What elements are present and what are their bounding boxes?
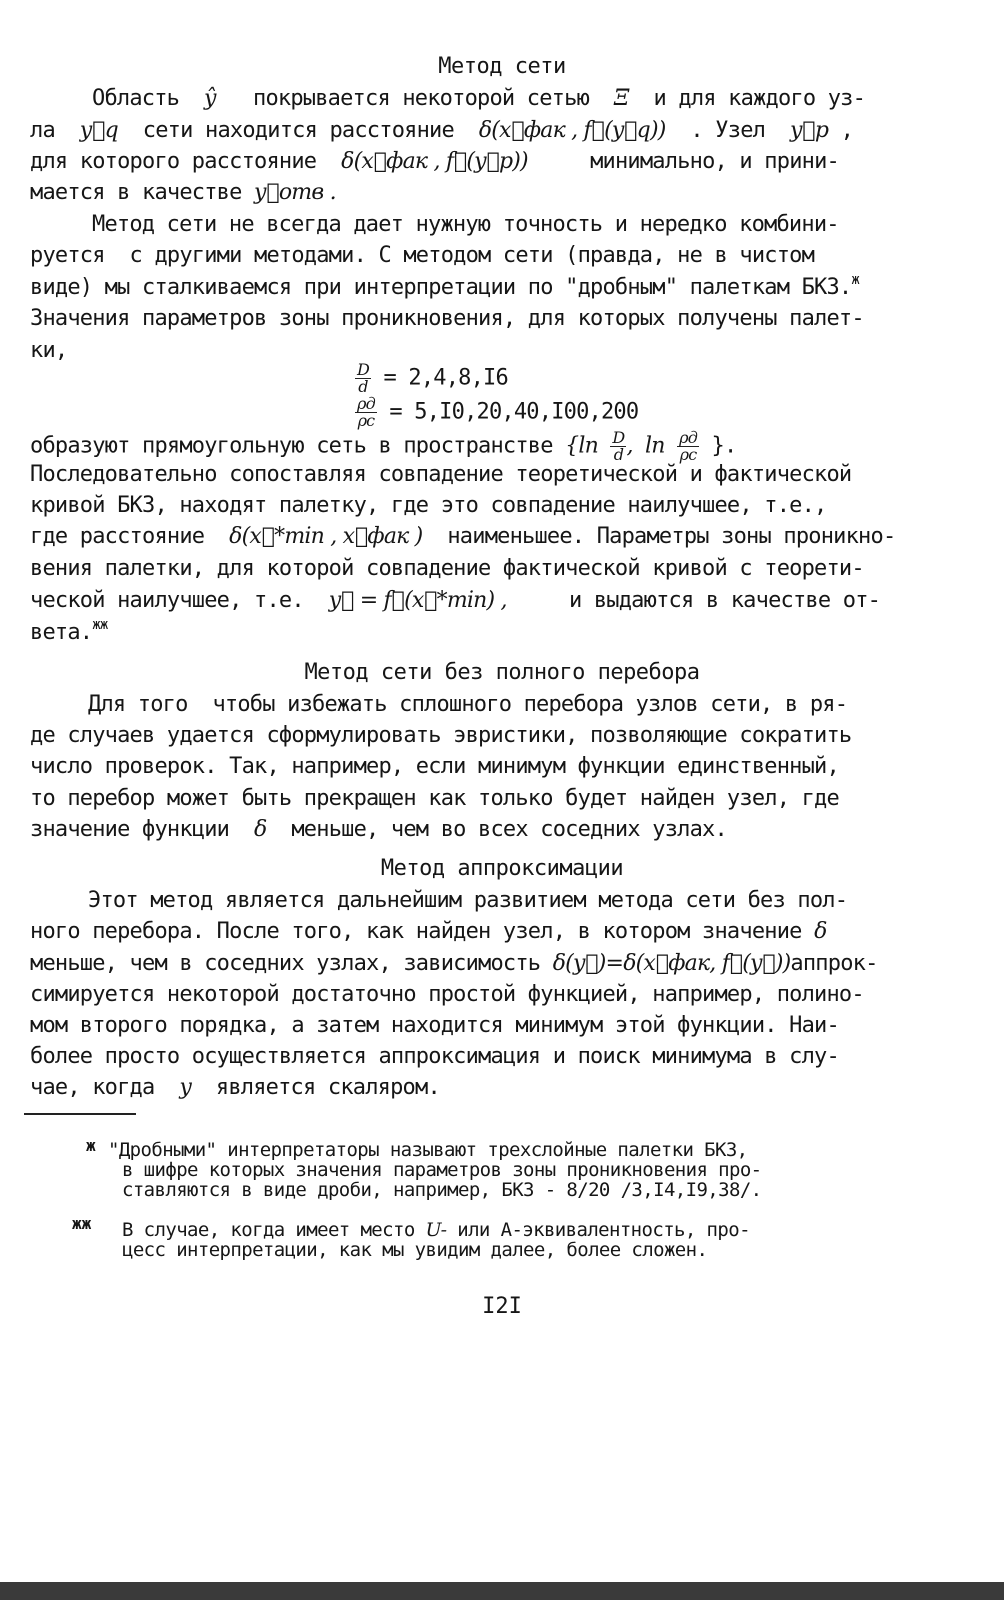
footnote-line: "Дробными" интерпретаторы называют трехслойные палетки БКЗ, (108, 1139, 748, 1161)
text-line: для которого расстояние δ(x⃗фак , f⃗(y⃗p)) минимально, и прини- (30, 149, 839, 174)
text-line: меньше, чем в соседних узлах, зависимость δ(y⃗)=δ(x⃗фак, f⃗(y⃗))аппрок- (30, 951, 878, 976)
formula-y-equals: y⃗ = f⃗(x⃗*min) , (328, 588, 507, 613)
text-line: более просто осуществляется аппроксимация и поиск минимума в слу- (30, 1044, 839, 1069)
formula-yp: y⃗p (789, 118, 829, 143)
text-line: вета.$^{жж}$ (30, 617, 108, 645)
formula-y-otv: y⃗отв . (254, 180, 336, 205)
text-line: виде) мы сталкиваемся при интерпретации по "дробным" палеткам БКЗ.$^ж$ (30, 272, 860, 300)
footnote-marker-1: ж (86, 1136, 96, 1155)
text-line: Область ŷ покрывается некоторой сетью Ξ и для каждого уз- (92, 86, 866, 111)
section-heading-approximation: Метод аппроксимации (380, 856, 624, 881)
text-line: Для того чтобы избежать сплошного перебора узлов сети, в ря- (88, 692, 848, 717)
formula-y: y (179, 1075, 191, 1100)
formula-dependence: δ(y⃗)=δ(x⃗фак, f⃗(y⃗)) (552, 951, 791, 976)
equation-rho-ratio: $\frac{\rho д}{\rho c}$ = 5,I0,20,40,I00,200 (357, 394, 639, 430)
scan-edge (0, 1582, 1004, 1600)
footnote-separator (24, 1113, 136, 1115)
text-line: симируется некоторой достаточно простой функцией, например, полино- (30, 982, 864, 1007)
formula-u: U- (425, 1219, 447, 1241)
footnote-line: В случае, когда имеет место U- или А-эквивалентность, про- (122, 1219, 750, 1241)
formula-delta: δ (814, 919, 827, 944)
text-line: ного перебора. После того, как найден узел, в котором значение δ (30, 919, 827, 944)
text-line: где расстояние δ(x⃗*min , x⃗фак ) наименьшее. Параметры зоны проникно- (30, 524, 896, 549)
text-line: мается в качестве y⃗отв . (30, 180, 336, 205)
text-line: де случаев удается сформулировать эвристики, позволяющие сократить (30, 723, 852, 748)
text-line: мом второго порядка, а затем находится минимум этой функции. Наи- (30, 1013, 839, 1038)
text-line: руется с другими методами. С методом сети (правда, не в чистом (30, 243, 815, 268)
equation-d-ratio: $\frac{D}{d}$ = 2,4,8,I6 (357, 360, 508, 396)
section-heading-grid-method: Метод сети (438, 54, 566, 79)
text-line: образуют прямоугольную сеть в пространстве {ln $\frac{D}{d}$ , ln $\frac{\rho д}{\rho c}$ }. (30, 428, 737, 464)
text-line: ки, (30, 338, 68, 363)
footnote-line: в шифре которых значения параметров зоны проникновения про- (122, 1159, 762, 1181)
footnote-marker-2: жж (72, 1214, 92, 1233)
page-number: I2I (482, 1294, 522, 1319)
text-line: кривой БКЗ, находят палетку, где это совпадение наилучшее, т.е., (30, 493, 827, 518)
formula-distance-q: δ(x⃗фак , f⃗(y⃗q)) (478, 118, 666, 143)
footnote-ref-1: ж (851, 272, 860, 288)
text-line: вения палетки, для которой совпадение фактической кривой с теорети- (30, 556, 864, 581)
text-line: число проверок. Так, например, если минимум функции единственный, (30, 754, 839, 779)
formula-yq: y⃗q (79, 118, 118, 143)
footnote-line: цесс интерпретации, как мы увидим далее, более сложен. (122, 1239, 708, 1261)
formula-distance-min: δ(x⃗*min , x⃗фак ) (229, 524, 423, 549)
footnote-ref-2: жж (92, 617, 108, 633)
formula-xi: Ξ (613, 86, 629, 111)
footnote-line: ставляются в виде дроби, например, БКЗ - 8/20 /3,I4,I9,38/. (122, 1179, 762, 1201)
text-line: ческой наилучшее, т.е. y⃗ = f⃗(x⃗*min) , и выдаются в качестве от- (30, 588, 881, 613)
text-line: Этот метод является дальнейшим развитием метода сети без пол- (88, 888, 848, 913)
formula-distance-p: δ(x⃗фак , f⃗(y⃗p)) (341, 149, 528, 174)
formula-delta: δ (254, 817, 267, 842)
text-line: значение функции δ меньше, чем во всех соседних узлах. (30, 817, 727, 842)
text-line: Значения параметров зоны проникновения, для которых получены палет- (30, 306, 864, 331)
text-line: ла y⃗q сети находится расстояние δ(x⃗фак , f⃗(y⃗q)) . Узел y⃗p , (30, 118, 854, 143)
formula-y-hat: ŷ (204, 86, 216, 111)
text-line: чае, когда y является скаляром. (30, 1075, 440, 1100)
text-line: то перебор может быть прекращен как только будет найден узел, где (30, 786, 839, 811)
section-heading-no-full-search: Метод сети без полного перебора (304, 660, 700, 685)
text-line: Метод сети не всегда дает нужную точность и нередко комбини- (92, 212, 839, 237)
text-line: Последовательно сопоставляя совпадение теоретической и фактической (30, 462, 852, 487)
